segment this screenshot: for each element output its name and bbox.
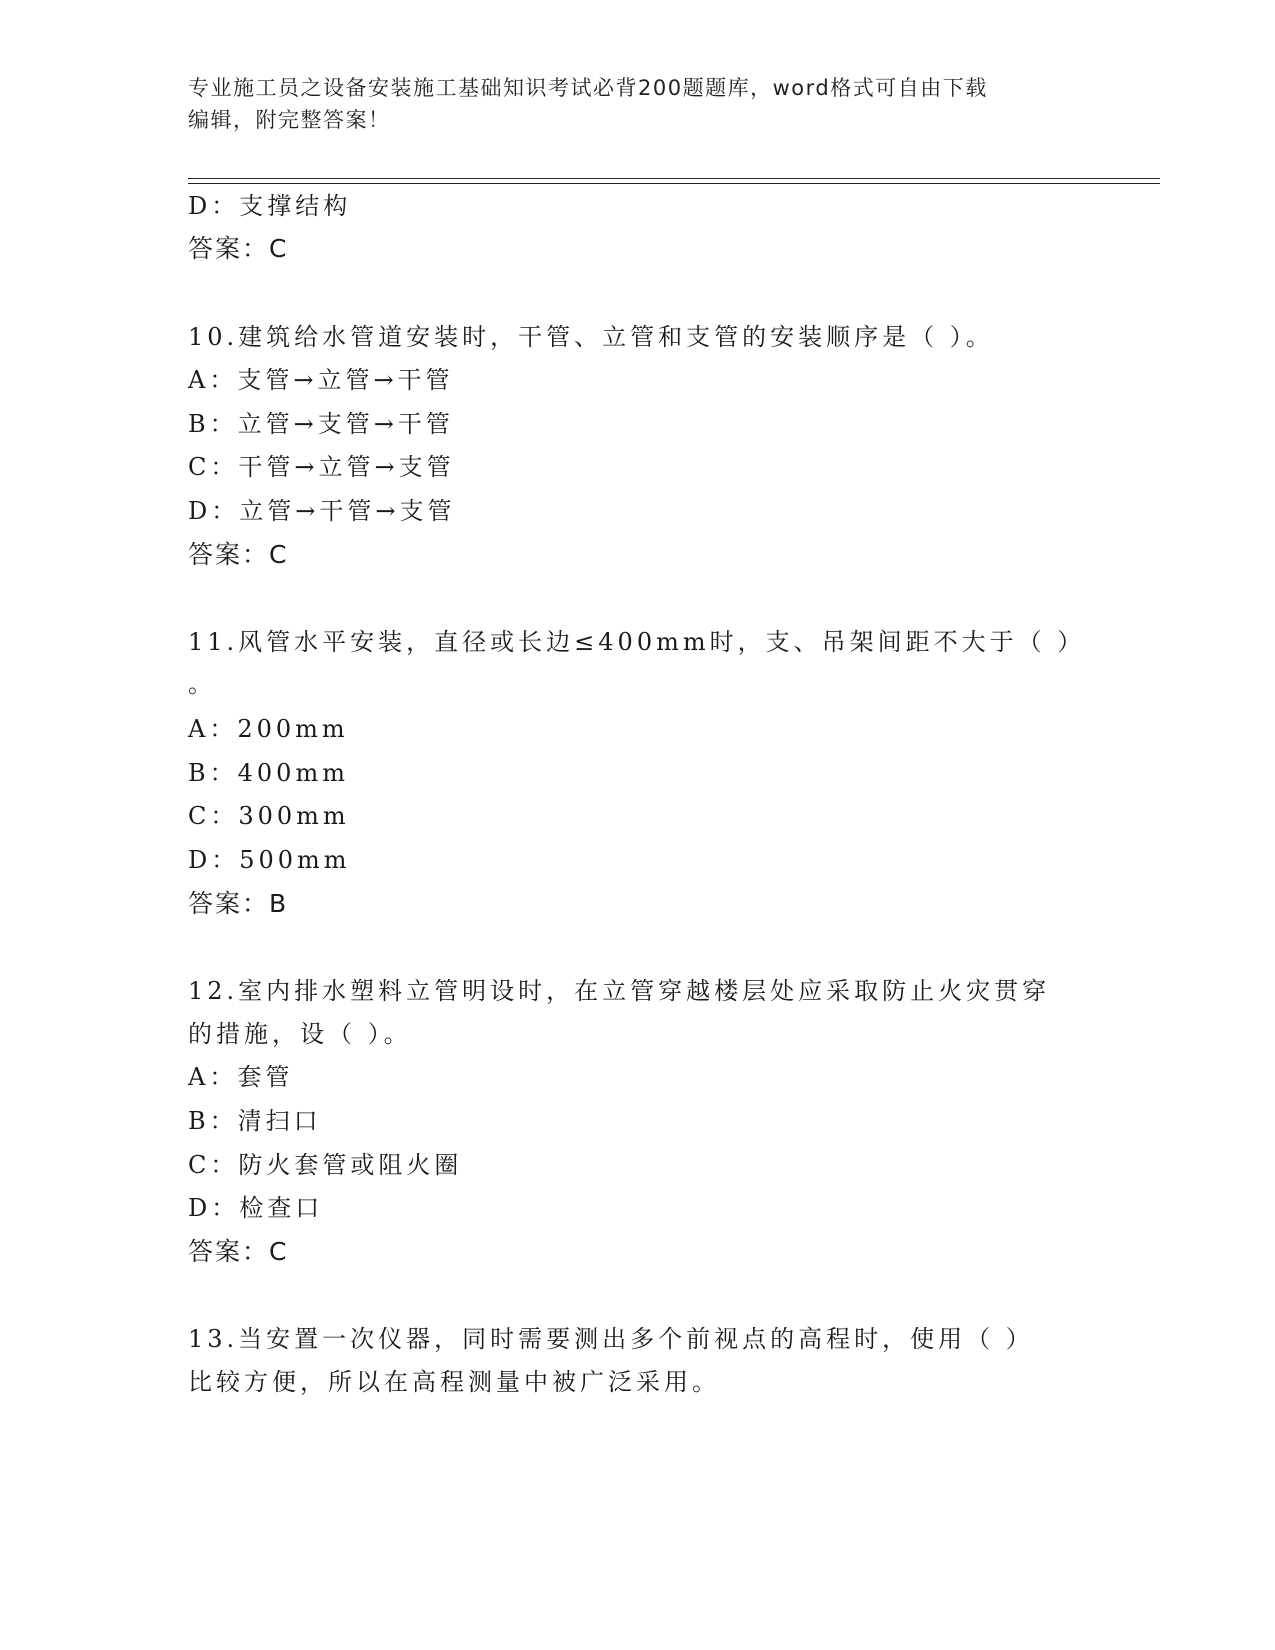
q11-stem-line-2: 。: [188, 670, 216, 698]
header-divider-bottom: [188, 183, 1160, 184]
q10-option-d: D：立管→干管→支管: [188, 497, 456, 525]
q12-stem-line-2: 的措施，设（ ）。: [188, 1020, 412, 1048]
q12-option-b: B：清扫口: [188, 1107, 322, 1135]
q10-stem: 10.建筑给水管道安装时，干管、立管和支管的安装顺序是（ ）。: [188, 323, 994, 351]
q11-option-c: C：300mm: [188, 802, 350, 830]
q12-option-c: C：防火套管或阻火圈: [188, 1151, 463, 1179]
q13-stem-line-1: 13.当安置一次仪器，同时需要测出多个前视点的高程时，使用（ ）: [188, 1325, 1034, 1353]
header-line-1: 专业施工员之设备安装施工基础知识考试必背200题题库，word格式可自由下载: [188, 76, 988, 100]
q9-answer: 答案：C: [188, 234, 289, 263]
document-header: [188, 72, 1088, 136]
q12-option-a: A：套管: [188, 1063, 294, 1091]
q11-answer: 答案：B: [188, 889, 289, 918]
q11-option-b: B：400mm: [188, 759, 349, 787]
q12-stem-line-1: 12.室内排水塑料立管明设时，在立管穿越楼层处应采取防止火灾贯穿: [188, 977, 1051, 1005]
q10-option-a: A：支管→立管→干管: [188, 366, 454, 394]
header-divider-top: [188, 178, 1160, 179]
q10-answer: 答案：C: [188, 540, 289, 569]
q11-option-a: A：200mm: [188, 715, 349, 743]
header-line-2: 编辑，附完整答案！: [188, 108, 391, 132]
q9-option-d: D：支撑结构: [188, 192, 352, 220]
q12-answer: 答案：C: [188, 1237, 289, 1266]
q13-stem-line-2: 比较方便，所以在高程测量中被广泛采用。: [188, 1368, 720, 1396]
q10-option-c: C：干管→立管→支管: [188, 453, 455, 481]
q11-stem-line-1: 11.风管水平安装，直径或长边≤400mm时，支、吊架间距不大于（ ）: [188, 628, 1086, 656]
q10-option-b: B：立管→支管→干管: [188, 410, 454, 438]
q12-option-d: D：检查口: [188, 1194, 324, 1222]
q11-option-d: D：500mm: [188, 846, 351, 874]
